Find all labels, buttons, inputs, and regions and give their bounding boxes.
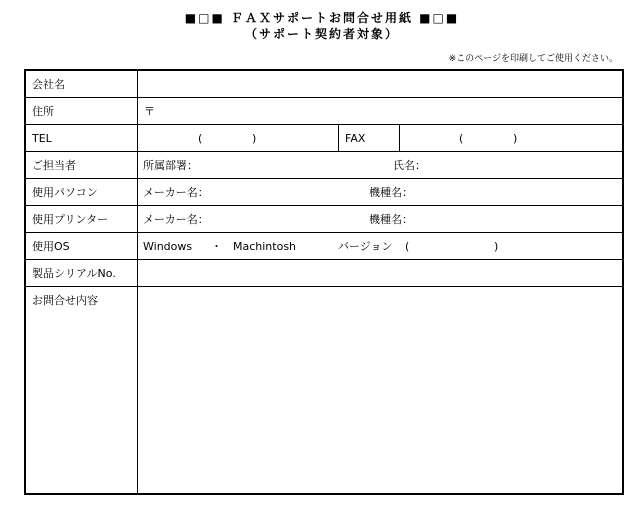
version-field[interactable] <box>414 233 492 259</box>
printer-maker-label: メーカー名： <box>143 213 209 226</box>
fax-field[interactable] <box>400 125 622 151</box>
fax-label: FAX <box>345 132 366 145</box>
address-label: 住所 <box>32 105 54 118</box>
version-paren-close: ) <box>494 240 499 253</box>
department-field[interactable] <box>206 152 386 178</box>
inquiry-label: お問合せ内容 <box>32 294 98 307</box>
tel-paren-open: ( <box>198 132 203 145</box>
address-field[interactable] <box>156 98 622 124</box>
tel-paren-close: ) <box>252 132 257 145</box>
os-separator: ・ <box>211 240 222 253</box>
tel-label: TEL <box>32 132 52 145</box>
pc-maker-field[interactable] <box>216 179 366 205</box>
page-subtitle: （サポート契約者対象） <box>244 27 399 41</box>
inquiry-textarea[interactable] <box>138 287 622 493</box>
printer-model-label: 機種名： <box>369 213 413 226</box>
fax-paren-open: ( <box>459 132 464 145</box>
printer-maker-field[interactable] <box>216 206 366 232</box>
tel-field[interactable] <box>138 125 338 151</box>
person-name-label: 氏名： <box>393 159 426 172</box>
version-label: バージョン <box>338 240 393 253</box>
person-name-field[interactable] <box>431 152 622 178</box>
pc-label: 使用パソコン <box>32 186 98 199</box>
version-paren-open: ( <box>405 240 410 253</box>
department-label: 所属部署： <box>143 159 198 172</box>
company-label: 会社名 <box>32 78 65 91</box>
serial-label: 製品シリアルNo. <box>32 267 116 280</box>
inquiry-form <box>24 69 624 495</box>
pc-maker-label: メーカー名： <box>143 186 209 199</box>
postal-mark: 〒 <box>144 105 155 118</box>
os-option-windows[interactable]: Windows <box>143 240 193 253</box>
printer-model-field[interactable] <box>421 206 622 232</box>
serial-field[interactable] <box>138 260 622 286</box>
page-title: ■□■ ＦＡＸサポートお問合せ用紙 ■□■ <box>184 11 460 25</box>
tel-fax-divider <box>338 124 339 151</box>
os-option-mac[interactable]: Machintosh <box>233 240 297 253</box>
os-label: 使用OS <box>32 240 70 253</box>
pc-model-field[interactable] <box>421 179 622 205</box>
print-note: ※このページを印刷してご使用ください。 <box>448 54 618 64</box>
fax-paren-close: ) <box>513 132 518 145</box>
printer-label: 使用プリンター <box>32 213 109 226</box>
contact-label: ご担当者 <box>32 159 76 172</box>
row-divider <box>26 232 622 233</box>
company-field[interactable] <box>138 71 622 97</box>
pc-model-label: 機種名： <box>369 186 413 199</box>
